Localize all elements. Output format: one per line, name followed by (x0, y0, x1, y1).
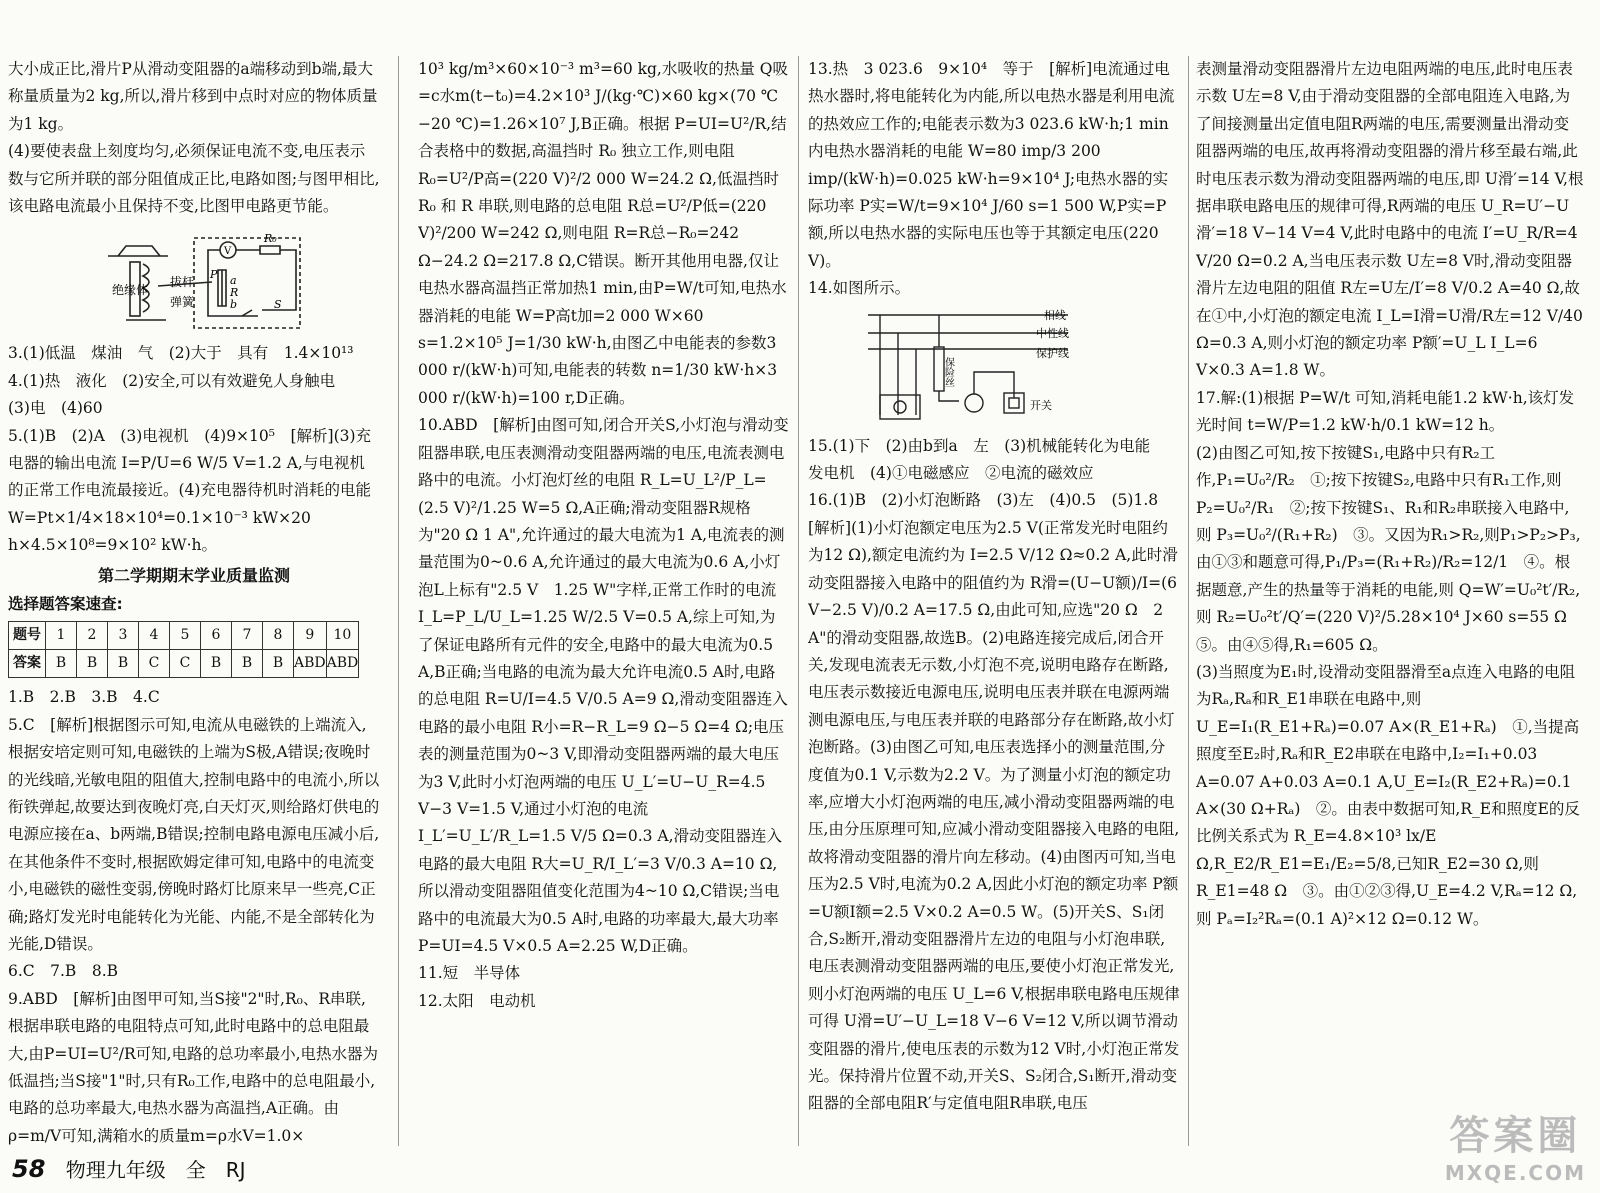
label-neutral: 中性线 (1036, 326, 1069, 340)
label-fuse: 保险丝 (942, 356, 954, 387)
answer-line: 11.短 半导体 (418, 964, 521, 983)
label-switch: 开关 (1030, 398, 1052, 412)
label-b: b (230, 298, 238, 312)
label-lever: 拔杆 (170, 275, 195, 290)
label-p: P (210, 268, 218, 282)
table-cell: ABD (326, 649, 359, 677)
table-cell: C (170, 649, 201, 677)
label-r0: R₀ (264, 232, 277, 246)
table-cell: 3 (108, 621, 139, 649)
label-v: V (224, 246, 232, 258)
answer-table (8, 621, 359, 679)
answer-line: 15.(1)下 (2)由b到a 左 (3)机械能转化为电能 发电机 (4)①电磁感应 ②电流的磁效应 (808, 436, 1166, 483)
page-number: 58 (12, 1155, 46, 1183)
label-a: a (230, 274, 237, 288)
paragraph: 10³ kg/m³×60×10⁻³ m³=60 kg,水吸收的热量 Q吸=c水m(t−t₀)=4.2×10³ J/(kg·℃)×60 kg×(70 ℃−20 ℃)=1.26×10⁷ J,B正确。根据 P=UI=U²/R,结合表格中的数据,高温挡时 R₀ 独立工作,则电阻 R₀=U²/P高=(220 V)²/2 000 W=24.2 Ω,低温挡时 R₀ 和 R 串联,则电路的总电阻 R总=U²/P低=(220 V)²/200 W=242 Ω,则电阻 R=R总−R₀=242 Ω−24.2 Ω=217.8 Ω,C错误。断开其他用电器,仅让电热水器高温挡正常加热1 min,由P=W/t可知,电热水器消耗的电能 W=P高t加=2 000 W×60 s=1.2×10⁵ J=1/30 kW·h,由图乙中电能表的参数3 000 r/(kW·h)可知,电能表的转数 n=1/30 kW·h×3 000 r/(kW·h)=100 r,D正确。 (418, 60, 788, 407)
paragraph: 表测量滑动变阻器滑片左边电阻两端的电压,此时电压表示数 U左=8 V,由于滑动变阻器的全部电阻连入电路,为了间接测量出定值电阻R两端的电压,需要测量出滑动变阻器两端的电压,故再将滑动变阻器的滑片移至最右端,此时电压表示数为滑动变阻器两端的电压,即 U滑′=14 V,根据串联电路电压的规律可得,R两端的电压 U_R=U′−U滑′=18 V−14 V=4 V,此时电路中的电流 I′=U_R/R=4 V/20 Ω=0.2 A,当电压表示数 U左=8 V时,滑动变阻器滑片左边电阻的阻值 R左=U左/I′=8 V/0.2 A=40 Ω,故在①中,小灯泡的额定电流 I_L=I滑=U滑/R左=12 V/40 Ω=0.3 A,则小灯泡的额定功率 P额′=U_L I_L=6 V×0.3 A=1.8 W。 (1196, 60, 1584, 380)
table-cell: 6 (201, 621, 232, 649)
answer-line: (3)电 (4)60 (8, 399, 103, 418)
label-live: 相线 (1044, 308, 1066, 322)
wiring-figure (808, 307, 1108, 427)
table-cell: C (139, 649, 170, 677)
answer-line: 14.如图所示。 (808, 279, 911, 298)
table-cell: 4 (139, 621, 170, 649)
paragraph: (4)要使表盘上刻度均匀,必须保证电流不变,电压表示数与它所并联的部分阻值成正比,电路如图;与图甲相比,该电路电流最小且保持不变,比图甲电路更节能。 (8, 142, 380, 216)
table-cell: 8 (263, 621, 294, 649)
table-cell: B (77, 649, 108, 677)
quick-answer-title: 选择题答案速查: (8, 595, 123, 614)
column-divider (798, 56, 799, 1146)
table-cell: ABD (294, 649, 327, 677)
column-divider (398, 56, 399, 1146)
table-header-label: 题号 (9, 621, 46, 649)
label-spring: 弹簧 (170, 295, 195, 310)
column-3 (808, 56, 1180, 1146)
circuit-figure (8, 224, 308, 334)
column-2 (418, 56, 790, 1146)
table-cell: 2 (77, 621, 108, 649)
answer-line: 4.(1)热 液化 (2)安全,可以有效避免人身触电 (8, 371, 336, 390)
table-cell: B (232, 649, 263, 677)
table-cell: 9 (294, 621, 327, 649)
table-cell: 5 (170, 621, 201, 649)
watermark (1445, 1104, 1586, 1185)
answer-line: 12.太阳 电动机 (418, 991, 536, 1010)
page-footer (12, 1154, 246, 1183)
answer-line: 16.(1)B (2)小灯泡断路 (3)左 (4)0.5 (5)1.8 (808, 491, 1159, 510)
table-row (9, 649, 359, 677)
answer-line: 9.ABD [解析]由图甲可知,当S接"2"时,R₀、R串联,根据串联电路的电阻特点可知,此时电路中的总电阻最大,由P=UI=U²/R可知,电路的总功率最小,电热水器为低温挡;当S接"1"时,只有R₀工作,电路中的总电阻最小,电路的总功率最大,电热水器为高温挡,A正确。由ρ=m/V可知,满箱水的质量m=ρ水V=1.0× (8, 989, 379, 1145)
answer-line: 6.C 7.B 8.B (8, 962, 119, 981)
paragraph: (3)当照度为E₁时,设滑动变阻器滑至a点连入电路的电阻为Rₐ,Rₐ和R_E1串联在电路中,则 U_E=I₁(R_E1+Rₐ)=0.07 A×(R_E1+Rₐ) ①,当提高照度至E₂时,Rₐ和R_E2串联在电路中,I₂=I₁+0.03 A=0.07 A+0.03 A=0.1 A,U_E=I₂(R_E2+Rₐ)=0.1 A×(30 Ω+Rₐ) ②。由表中数据可知,R_E和照度E的反比例关系式为 R_E=4.8×10³ lx/E Ω,R_E2/R_E1=E₁/E₂=5/8,已知R_E2=30 Ω,则R_E1=48 Ω ③。由①②③得,U_E=4.2 V,Rₐ=12 Ω,则 Pₐ=I₂²Rₐ=(0.1 A)²×12 Ω=0.12 W。 (1196, 662, 1580, 928)
table-cell: B (201, 649, 232, 677)
paragraph: (2)由图乙可知,按下按键S₁,电路中只有R₂工作,P₁=U₀²/R₂ ①;按下按键S₂,电路中只有R₁工作,则 P₂=U₀²/R₁ ②;按下按键S₁、R₁和R₂串联接入电路中,则 P₃=U₀²/(R₁+R₂) ③。又因为R₁>R₂,则P₁>P₂>P₃,由①③和题意可得,P₁/P₃=(R₁+R₂)/R₂=12/1 ④。根据题意,产生的热量等于消耗的电能,则 Q=W′=U₀²t′/R₂,则 R₂=U₀²t′/Q′=(220 V)²/5.28×10⁴ J×60 s=55 Ω ⑤。由④⑤得,R₁=605 Ω。 (1196, 443, 1583, 654)
answer-line: 5.(1)B (2)A (3)电视机 (4)9×10⁵ [解析](3)充电器的输出电流 I=P/U=6 W/5 V=1.2 A,与电视机的正常工作电流最接近。(4)充电器待机时消耗的电能 W=Pt×1/4×18×10⁴=0.1×10⁻³ kW×20 h×4.5×10⁸=9×10² kW·h。 (8, 426, 372, 555)
answer-line: 13.热 3 023.6 9×10⁴ 等于 [解析]电流通过电热水器时,将电能转化为内能,所以电热水器是利用电流的热效应工作的;电能表示数为3 023.6 kW·h;1 min内电热水器消耗的电能 W=80 imp/3 200 imp/(kW·h)=0.025 kW·h=9×10⁴ J;电热水器的实际功率 P实=W/t=9×10⁴ J/60 s=1 500 W,P实=P额,所以电热水器的实际电压也等于其额定电压(220 V)。 (808, 60, 1175, 270)
column-4 (1196, 56, 1584, 1146)
table-cell: 1 (46, 621, 77, 649)
section-title: 第二学期期末学业质量监测 (97, 565, 290, 585)
answer-line: 10.ABD [解析]由图可知,闭合开关S,小灯泡与滑动变阻器串联,电压表测滑动变阻器两端的电压,电流表测电路中的电流。小灯泡灯丝的电阻 R_L=U_L²/P_L=(2.5 V)²/1.25 W=5 Ω,A正确;滑动变阻器R规格为"20 Ω 1 A",允许通过的最大电流为1 A,电流表的测量范围为0~0.6 A,允许通过的最大电流为0.6 A,小灯泡L上标有"2.5 V 1.25 W"字样,正常工作时的电流 I_L=P_L/U_L=1.25 W/2.5 V=0.5 A,综上可知,为了保证电路所有元件的安全,电路中的最大电流为0.5 A,B正确;当电路的电流为最大允许电流0.5 A时,电路的总电阻 R=U/I=4.5 V/0.5 A=9 Ω,滑动变阻器连入电路的最小电阻 R小=R−R_L=9 Ω−5 Ω=4 Ω;电压表的测量范围为0~3 V,即滑动变阻器两端的最大电压为3 V,此时小灯泡两端的电压 U_L′=U−U_R=4.5 V−3 V=1.5 V,通过小灯泡的电流 I_L′=U_L′/R_L=1.5 V/5 Ω=0.3 A,滑动变阻器连入电路的最大电阻 R大=U_R/I_L′=3 V/0.3 A=10 Ω,所以滑动变阻器阻值变化范围为4~10 Ω,C错误;当电路中的电流最大为0.5 A时,电路的功率最大,最大功率 P=UI=4.5 V×0.5 A=2.25 W,D正确。 (418, 416, 789, 955)
watermark-logo: 答案圈 (1449, 1113, 1582, 1159)
column-divider (1188, 56, 1189, 1146)
answer-line: 5.C [解析]根据图示可知,电流从电磁铁的上端流入,根据安培定则可知,电磁铁的上端为S极,A错误;夜晚时的光线暗,光敏电阻的阻值大,控制电路中的电流小,所以衔铁弹起,故要达到夜晚灯亮,白天灯灭,则给路灯供电的电源应接在a、b两端,B错误;控制电路电源电压减小后,在其他条件不变时,根据欧姆定律可知,电路中的电流变小,电磁铁的磁性变弱,傍晚时路灯比原来早一些亮,C正确;路灯发光时电能转化为光能、内能,不是全部转化为光能,D错误。 (8, 715, 380, 953)
label-r: R (230, 286, 239, 300)
table-answer-label: 答案 (9, 649, 46, 677)
table-cell: 7 (232, 621, 263, 649)
answer-line: 3.(1)低温 煤油 气 (2)大于 具有 1.4×10¹³ (8, 344, 354, 363)
paragraph: 大小成正比,滑片P从滑动变阻器的a端移动到b端,最大称量质量为2 kg,所以,滑片移到中点时对应的物体质量为1 kg。 (8, 60, 378, 133)
table-cell: B (263, 649, 294, 677)
table-row (9, 621, 359, 649)
book-title: 物理九年级 全 RJ (65, 1158, 246, 1182)
answer-line: 1.B 2.B 3.B 4.C (8, 688, 160, 707)
column-1 (8, 56, 380, 1146)
label-ground: 保护线 (1036, 346, 1069, 360)
watermark-url: MXQE.COM (1444, 1161, 1586, 1185)
paragraph: [解析](1)小灯泡额定电压为2.5 V(正常发光时电阻约为12 Ω),额定电流约为 I=2.5 V/12 Ω≈0.2 A,此时滑动变阻器接入电路中的阻值约为 R滑=(U−U额)/I=(6 V−2.5 V)/0.2 A=17.5 Ω,由此可知,应选"20 Ω 2 A"的滑动变阻器,故选B。(2)电路连接完成后,闭合开关,发现电流表无示数,小灯泡不亮,说明电路存在断路,电压表示数接近电源电压,说明电压表并联在电源两端测电源电压,与电压表并联的电路部分存在断路,故小灯泡断路。(3)由图乙可知,电压表选择小的测量范围,分度值为0.1 V,示数为2.2 V。为了测量小灯泡的额定功率,应增大小灯泡两端的电压,减小滑动变阻器两端的电压,由分压原理可知,应减小滑动变阻器接入电路的电阻,故将滑动变阻器的滑片向左移动。(4)由图丙可知,当电压为2.5 V时,电流为0.2 A,因此小灯泡的额定功率 P额=U额I额=2.5 V×0.2 A=0.5 W。(5)开关S、S₁闭合,S₂断开,滑动变阻器滑片左边的电阻与小灯泡串联,电压表测滑动变阻器两端的电压,要使小灯泡正常发光,则小灯泡两端的电压 U_L=6 V,根据串联电路电压规律可得 U滑=U′−U_L=18 V−6 V=12 V,所以调节滑动变阻器的滑片,使电压表的示数为12 V时,小灯泡正常发光。保持滑片位置不动,开关S、S₂闭合,S₁断开,滑动变阻器的全部电阻R′与定值电阻R串联,电压 (808, 518, 1180, 1113)
table-cell: B (46, 649, 77, 677)
table-cell: 10 (326, 621, 359, 649)
table-cell: B (108, 649, 139, 677)
label-insulator: 绝缘体 (112, 283, 149, 298)
answer-line: 17.解:(1)根据 P=W/t 可知,消耗电能1.2 kW·h,该灯发光时间 t=W/P=1.2 kW·h/0.1 kW=12 h。 (1196, 388, 1575, 435)
label-s: S (274, 298, 282, 312)
